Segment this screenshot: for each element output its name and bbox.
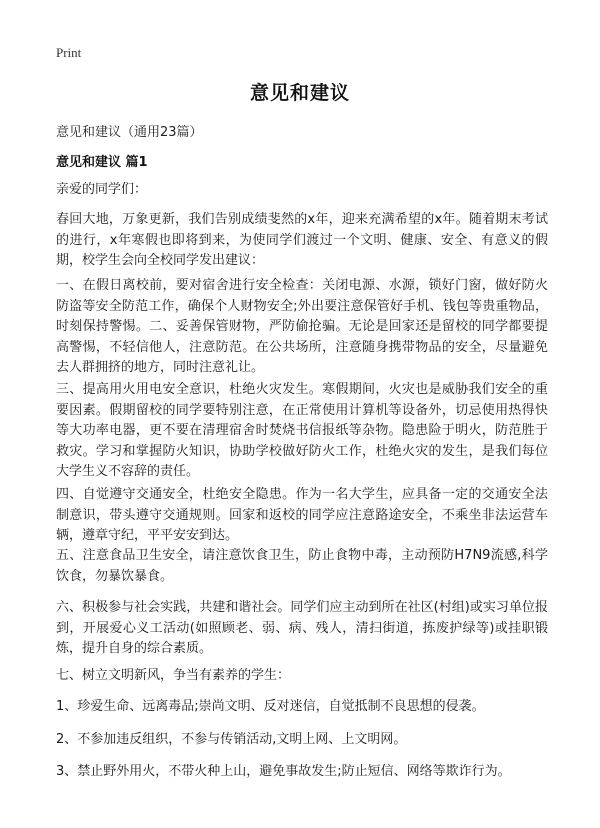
- document-subtitle: 意见和建议（通用23篇）: [56, 125, 203, 140]
- page-title: 意见和建议: [249, 82, 350, 104]
- paragraph-item-3: 三、提高用火用电安全意识，杜绝火灾发生。寒假期间，火灾也是威胁我们安全的重要因素。假期留校的同学要特别注意，在正常使用计算机等设备外，切忌使用热得快等大功率电器，更不要在清理宿舍时焚烧书信报纸等杂物。隐患险于明火，防范胜于救灾。学习和掌握防火知识，协助学校做好防火工作，杜绝火灾的发生，是我们每位大学生义不容辞的责任。: [56, 382, 548, 479]
- paragraph-item-6: 六、积极参与社会实践，共建和谐社会。同学们应主动到所在社区(村组)或实习单位报到，开展爱心义工活动(如照顾老、弱、病、残人，清扫街道，拣废护绿等)或挂职锻炼，提升自身的综合素质。: [56, 600, 548, 656]
- list-item: 3、禁止野外用火，不带火种上山，避免事故发生;防止短信、网络等欺诈行为。: [56, 764, 511, 779]
- paragraph-item-7: 七、树立文明新风，争当有素养的学生：: [56, 668, 291, 683]
- list-item: 2、不参加违反组织，不参与传销活动,文明上网、上文明网。: [56, 732, 407, 747]
- paragraph-item-1: 一、在假日离校前，要对宿舍进行安全检查：关闭电源、水源，锁好门窗，做好防火防盗等安全防范工作，确保个人财物安全;外出要注意保管好手机、钱包等贵重物品，时刻保持警惕。二、妥善保管财物，严防偷抢骗。无论是回家还是留校的同学都要提高警惕，不轻信他人，注意防范。在公共场所，注意随身携带物品的安全，尽量避免去人群拥挤的地方，同时注意礼让。: [56, 278, 548, 375]
- paragraph-intro: 春回大地，万象更新，我们告别成绩斐然的x年，迎来充满希望的x年。随着期末考试的进行，x年寒假也即将到来，为使同学们渡过一个文明、健康、安全、有意义的假期，校学生会向全校同学发出建议：: [56, 212, 548, 268]
- paragraph-item-4: 四、自觉遵守交通安全，杜绝安全隐患。作为一名大学生，应具备一定的交通安全法制意识，带头遵守交通规则。回家和返校的同学应注意路途安全，不乘坐非法运营车辆，遵章守纪，平平安安到达。: [56, 487, 548, 543]
- print-link[interactable]: Print: [56, 45, 82, 60]
- paragraph-item-5: 五、注意食品卫生安全，请注意饮食卫生，防止食物中毒，主动预防H7N9流感,科学饮食，勿暴饮暴食。: [56, 548, 548, 584]
- list-item: 1、珍爱生命、远离毒品;崇尚文明、反对迷信，自觉抵制不良思想的侵袭。: [56, 699, 485, 714]
- paragraph-greeting: 亲爱的同学们：: [56, 182, 148, 197]
- section-heading: 意见和建议 篇1: [56, 155, 148, 170]
